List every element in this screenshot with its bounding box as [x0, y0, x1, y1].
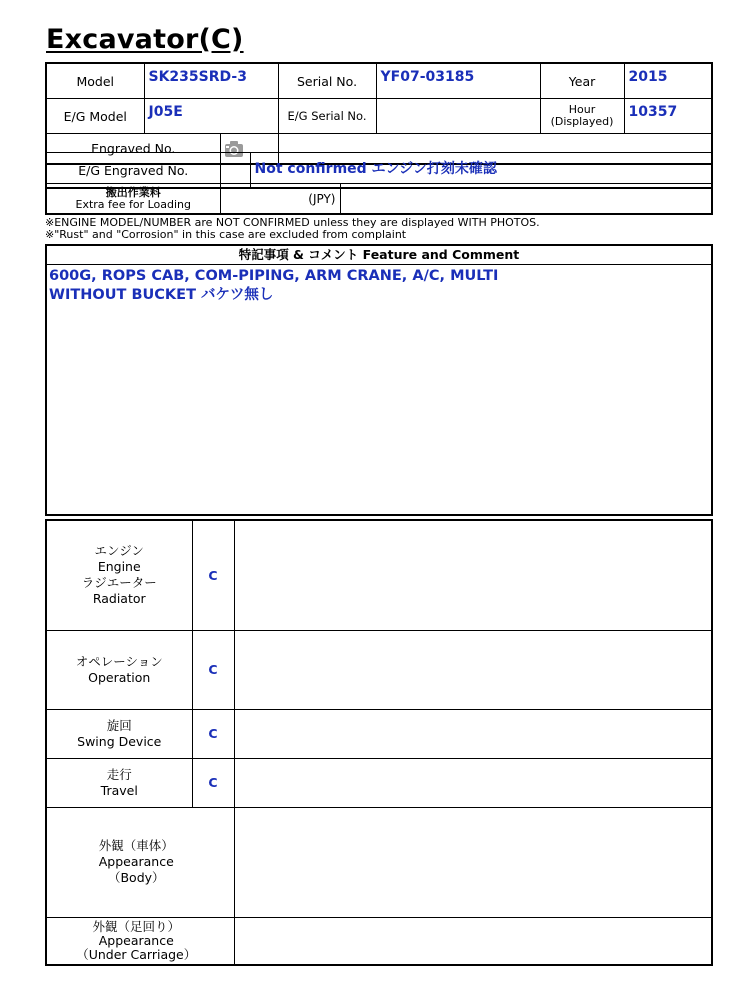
inspection-category [46, 520, 192, 630]
loading-label-en: Extra fee for Loading [75, 197, 191, 211]
spec-table [45, 62, 713, 165]
notes [45, 217, 725, 241]
inspection-comment [234, 807, 712, 917]
inspection-category [46, 917, 234, 965]
hour-label-line2: (Displayed) [550, 115, 614, 128]
inspection-grade: C [192, 630, 234, 709]
note-engine: ※ENGINE MODEL/NUMBER are NOT CONFIRMED unless they are displayed WITH PHOTOS. [45, 216, 540, 229]
year-value: 2015 [624, 63, 712, 99]
inspection-comment [234, 520, 712, 630]
loading-value [340, 184, 712, 215]
loading-table [45, 183, 713, 215]
loading-unit: (JPY) [220, 184, 340, 215]
loading-label [46, 184, 220, 215]
model-label: Model [46, 63, 144, 99]
inspection-category [46, 630, 192, 709]
inspection-grade: C [192, 520, 234, 630]
hour-value: 10357 [624, 99, 712, 134]
category-en: Engine [97, 559, 141, 575]
category-en-2: Radiator [92, 591, 146, 607]
inspection-category [46, 709, 192, 758]
category-jp: 旋回 [106, 717, 132, 733]
inspection-row-appearance-undercarriage [46, 917, 712, 965]
eg-model-label: E/G Model [46, 99, 144, 134]
category-jp-2: ラジエーター [81, 575, 157, 591]
year-label: Year [540, 63, 624, 99]
category-en: Appearance [98, 932, 174, 948]
feature-body [47, 265, 711, 307]
feature-line-1: 600G, ROPS CAB, COM-PIPING, ARM CRANE, A/C, MULTI [49, 268, 499, 284]
category-jp: オペレーション [75, 653, 163, 669]
feature-line-2: WITHOUT BUCKET バケツ無し [49, 287, 274, 303]
inspection-comment [234, 917, 712, 965]
feature-comment-box [45, 244, 713, 516]
category-jp: 外観（足回り） [92, 918, 180, 934]
inspection-row-operation [46, 630, 712, 709]
inspection-comment [234, 758, 712, 807]
category-en-2: （Under Carriage） [76, 946, 197, 962]
inspection-row-appearance-body [46, 807, 712, 917]
loading-label-jp: 搬出作業料 [105, 185, 161, 199]
category-jp: 外観（車体） [98, 838, 174, 853]
engraved-label: Engraved No. [46, 134, 220, 165]
inspection-grade: C [192, 758, 234, 807]
note-rust: ※"Rust" and "Corrosion" in this case are excluded from complaint [45, 228, 407, 241]
page-title: Excavator(C) [46, 24, 244, 55]
eg-serial-value [376, 99, 540, 134]
inspection-comment [234, 709, 712, 758]
category-en: Appearance [98, 854, 174, 869]
inspection-row-engine [46, 520, 712, 630]
hour-label [540, 99, 624, 134]
eg-model-value: J05E [144, 99, 278, 134]
category-jp: エンジン [94, 543, 144, 559]
eg-engraved-label: E/G Engraved No. [46, 153, 220, 189]
category-en: Travel [100, 782, 138, 798]
model-value: SK235SRD-3 [144, 63, 278, 99]
category-en: Swing Device [77, 733, 162, 749]
inspection-row-swing [46, 709, 712, 758]
inspection-category [46, 758, 192, 807]
hour-label-line1: Hour [568, 103, 596, 116]
inspection-category [46, 807, 234, 917]
inspection-row-travel [46, 758, 712, 807]
serial-value: YF07-03185 [376, 63, 540, 99]
category-en: Operation [88, 669, 151, 685]
category-jp: 走行 [106, 766, 132, 782]
category-en-2: （Body） [107, 870, 165, 885]
eg-engraved-value: Not confirmed エンジン打刻未確認 [250, 153, 712, 189]
inspection-grade: C [192, 709, 234, 758]
inspection-table [45, 519, 713, 966]
feature-header: 特記事項 & コメント Feature and Comment [47, 246, 711, 265]
inspection-comment [234, 630, 712, 709]
eg-serial-label: E/G Serial No. [278, 99, 376, 134]
serial-label: Serial No. [278, 63, 376, 99]
